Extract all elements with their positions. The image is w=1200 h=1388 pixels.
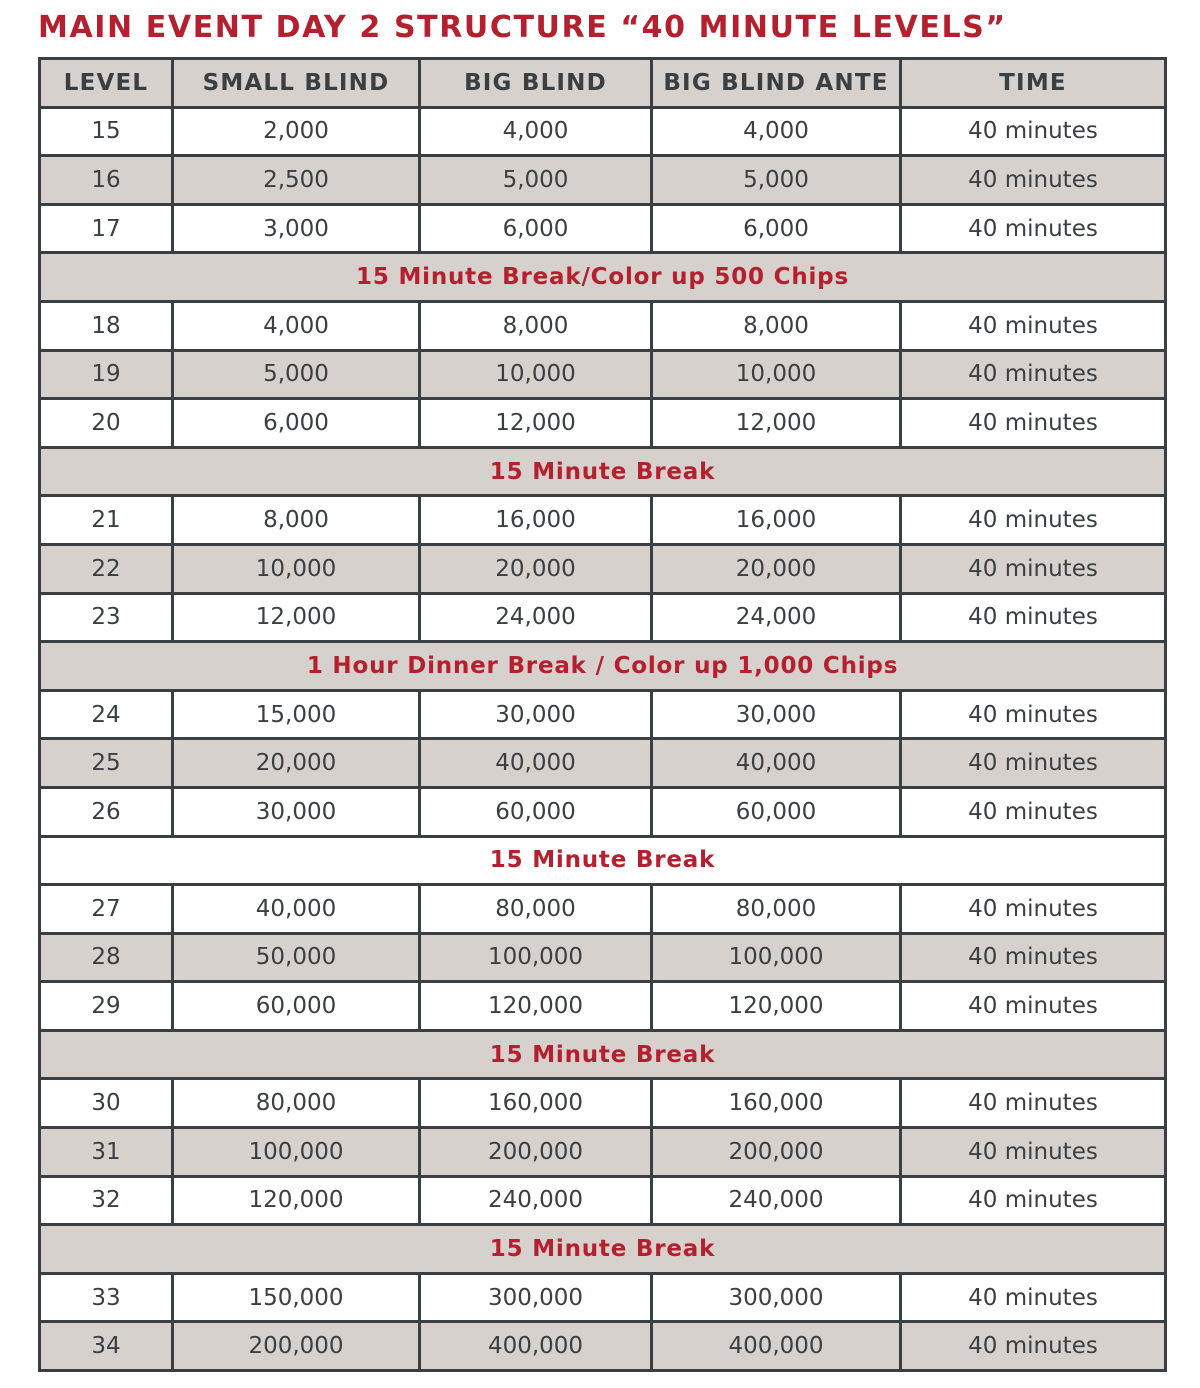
- big-blind-cell: 300,000: [420, 1273, 652, 1322]
- level-cell: 18: [40, 301, 173, 350]
- big-blind-ante-cell: 300,000: [652, 1273, 901, 1322]
- big-blind-cell: 40,000: [420, 739, 652, 788]
- table-header-row: [40, 59, 1166, 108]
- big-blind-ante-cell: 12,000: [652, 399, 901, 448]
- time-cell: 40 minutes: [901, 593, 1166, 642]
- big-blind-ante-cell: 240,000: [652, 1176, 901, 1225]
- small-blind-cell: 100,000: [173, 1128, 420, 1177]
- table-body: [40, 107, 1166, 1370]
- time-cell: 40 minutes: [901, 739, 1166, 788]
- table-row: [40, 496, 1166, 545]
- big-blind-cell: 10,000: [420, 350, 652, 399]
- level-cell: 29: [40, 982, 173, 1031]
- table-row: [40, 1176, 1166, 1225]
- table-row: [40, 787, 1166, 836]
- level-cell: 15: [40, 107, 173, 156]
- header-level: LEVEL: [40, 59, 173, 108]
- level-cell: 20: [40, 399, 173, 448]
- big-blind-ante-cell: 4,000: [652, 107, 901, 156]
- big-blind-cell: 120,000: [420, 982, 652, 1031]
- table-row: [40, 1128, 1166, 1177]
- big-blind-cell: 4,000: [420, 107, 652, 156]
- table-row: [40, 982, 1166, 1031]
- big-blind-ante-cell: 80,000: [652, 885, 901, 934]
- time-cell: 40 minutes: [901, 156, 1166, 205]
- time-cell: 40 minutes: [901, 982, 1166, 1031]
- small-blind-cell: 15,000: [173, 690, 420, 739]
- page-title: MAIN EVENT DAY 2 STRUCTURE “40 MINUTE LEVELS”: [38, 10, 1007, 45]
- level-cell: 33: [40, 1273, 173, 1322]
- big-blind-cell: 200,000: [420, 1128, 652, 1177]
- table-row: [40, 1322, 1166, 1371]
- small-blind-cell: 6,000: [173, 399, 420, 448]
- level-cell: 26: [40, 787, 173, 836]
- level-cell: 19: [40, 350, 173, 399]
- small-blind-cell: 30,000: [173, 787, 420, 836]
- break-row: [40, 253, 1166, 302]
- time-cell: 40 minutes: [901, 301, 1166, 350]
- break-label: 1 Hour Dinner Break / Color up 1,000 Chips: [40, 642, 1166, 691]
- break-row: [40, 1030, 1166, 1079]
- small-blind-cell: 50,000: [173, 933, 420, 982]
- blind-structure-table: [38, 57, 1167, 1372]
- small-blind-cell: 8,000: [173, 496, 420, 545]
- table-row: [40, 593, 1166, 642]
- level-cell: 32: [40, 1176, 173, 1225]
- break-label: 15 Minute Break: [40, 836, 1166, 885]
- big-blind-ante-cell: 5,000: [652, 156, 901, 205]
- small-blind-cell: 2,000: [173, 107, 420, 156]
- big-blind-ante-cell: 40,000: [652, 739, 901, 788]
- big-blind-cell: 240,000: [420, 1176, 652, 1225]
- big-blind-cell: 24,000: [420, 593, 652, 642]
- table-row: [40, 350, 1166, 399]
- time-cell: 40 minutes: [901, 1176, 1166, 1225]
- table-row: [40, 739, 1166, 788]
- big-blind-cell: 60,000: [420, 787, 652, 836]
- level-cell: 16: [40, 156, 173, 205]
- big-blind-ante-cell: 30,000: [652, 690, 901, 739]
- table-row: [40, 156, 1166, 205]
- big-blind-cell: 6,000: [420, 204, 652, 253]
- break-row: [40, 447, 1166, 496]
- big-blind-ante-cell: 120,000: [652, 982, 901, 1031]
- break-row: [40, 642, 1166, 691]
- small-blind-cell: 60,000: [173, 982, 420, 1031]
- small-blind-cell: 200,000: [173, 1322, 420, 1371]
- level-cell: 28: [40, 933, 173, 982]
- level-cell: 27: [40, 885, 173, 934]
- level-cell: 31: [40, 1128, 173, 1177]
- time-cell: 40 minutes: [901, 1273, 1166, 1322]
- level-cell: 17: [40, 204, 173, 253]
- time-cell: 40 minutes: [901, 350, 1166, 399]
- big-blind-cell: 100,000: [420, 933, 652, 982]
- small-blind-cell: 80,000: [173, 1079, 420, 1128]
- level-cell: 23: [40, 593, 173, 642]
- small-blind-cell: 150,000: [173, 1273, 420, 1322]
- big-blind-ante-cell: 16,000: [652, 496, 901, 545]
- table-row: [40, 399, 1166, 448]
- time-cell: 40 minutes: [901, 787, 1166, 836]
- small-blind-cell: 4,000: [173, 301, 420, 350]
- time-cell: 40 minutes: [901, 885, 1166, 934]
- table-row: [40, 1079, 1166, 1128]
- small-blind-cell: 20,000: [173, 739, 420, 788]
- time-cell: 40 minutes: [901, 690, 1166, 739]
- big-blind-ante-cell: 20,000: [652, 544, 901, 593]
- big-blind-ante-cell: 10,000: [652, 350, 901, 399]
- small-blind-cell: 3,000: [173, 204, 420, 253]
- big-blind-cell: 160,000: [420, 1079, 652, 1128]
- big-blind-ante-cell: 200,000: [652, 1128, 901, 1177]
- small-blind-cell: 120,000: [173, 1176, 420, 1225]
- time-cell: 40 minutes: [901, 204, 1166, 253]
- time-cell: 40 minutes: [901, 544, 1166, 593]
- break-label: 15 Minute Break/Color up 500 Chips: [40, 253, 1166, 302]
- big-blind-cell: 12,000: [420, 399, 652, 448]
- big-blind-ante-cell: 8,000: [652, 301, 901, 350]
- level-cell: 22: [40, 544, 173, 593]
- big-blind-ante-cell: 160,000: [652, 1079, 901, 1128]
- break-row: [40, 836, 1166, 885]
- small-blind-cell: 5,000: [173, 350, 420, 399]
- small-blind-cell: 40,000: [173, 885, 420, 934]
- table-row: [40, 690, 1166, 739]
- break-label: 15 Minute Break: [40, 1225, 1166, 1274]
- small-blind-cell: 2,500: [173, 156, 420, 205]
- level-cell: 21: [40, 496, 173, 545]
- time-cell: 40 minutes: [901, 107, 1166, 156]
- big-blind-cell: 16,000: [420, 496, 652, 545]
- time-cell: 40 minutes: [901, 1322, 1166, 1371]
- table-row: [40, 301, 1166, 350]
- level-cell: 34: [40, 1322, 173, 1371]
- big-blind-cell: 80,000: [420, 885, 652, 934]
- table-row: [40, 885, 1166, 934]
- big-blind-cell: 20,000: [420, 544, 652, 593]
- big-blind-cell: 5,000: [420, 156, 652, 205]
- table-row: [40, 107, 1166, 156]
- level-cell: 24: [40, 690, 173, 739]
- break-label: 15 Minute Break: [40, 447, 1166, 496]
- big-blind-cell: 30,000: [420, 690, 652, 739]
- big-blind-ante-cell: 100,000: [652, 933, 901, 982]
- time-cell: 40 minutes: [901, 399, 1166, 448]
- header-big-blind-ante: BIG BLIND ANTE: [652, 59, 901, 108]
- header-big-blind: BIG BLIND: [420, 59, 652, 108]
- big-blind-cell: 8,000: [420, 301, 652, 350]
- time-cell: 40 minutes: [901, 1128, 1166, 1177]
- table-row: [40, 204, 1166, 253]
- break-row: [40, 1225, 1166, 1274]
- small-blind-cell: 10,000: [173, 544, 420, 593]
- big-blind-cell: 400,000: [420, 1322, 652, 1371]
- big-blind-ante-cell: 6,000: [652, 204, 901, 253]
- big-blind-ante-cell: 400,000: [652, 1322, 901, 1371]
- time-cell: 40 minutes: [901, 496, 1166, 545]
- table-row: [40, 933, 1166, 982]
- level-cell: 25: [40, 739, 173, 788]
- time-cell: 40 minutes: [901, 1079, 1166, 1128]
- big-blind-ante-cell: 60,000: [652, 787, 901, 836]
- table-row: [40, 1273, 1166, 1322]
- small-blind-cell: 12,000: [173, 593, 420, 642]
- break-label: 15 Minute Break: [40, 1030, 1166, 1079]
- time-cell: 40 minutes: [901, 933, 1166, 982]
- header-time: TIME: [901, 59, 1166, 108]
- big-blind-ante-cell: 24,000: [652, 593, 901, 642]
- table-row: [40, 544, 1166, 593]
- header-small-blind: SMALL BLIND: [173, 59, 420, 108]
- level-cell: 30: [40, 1079, 173, 1128]
